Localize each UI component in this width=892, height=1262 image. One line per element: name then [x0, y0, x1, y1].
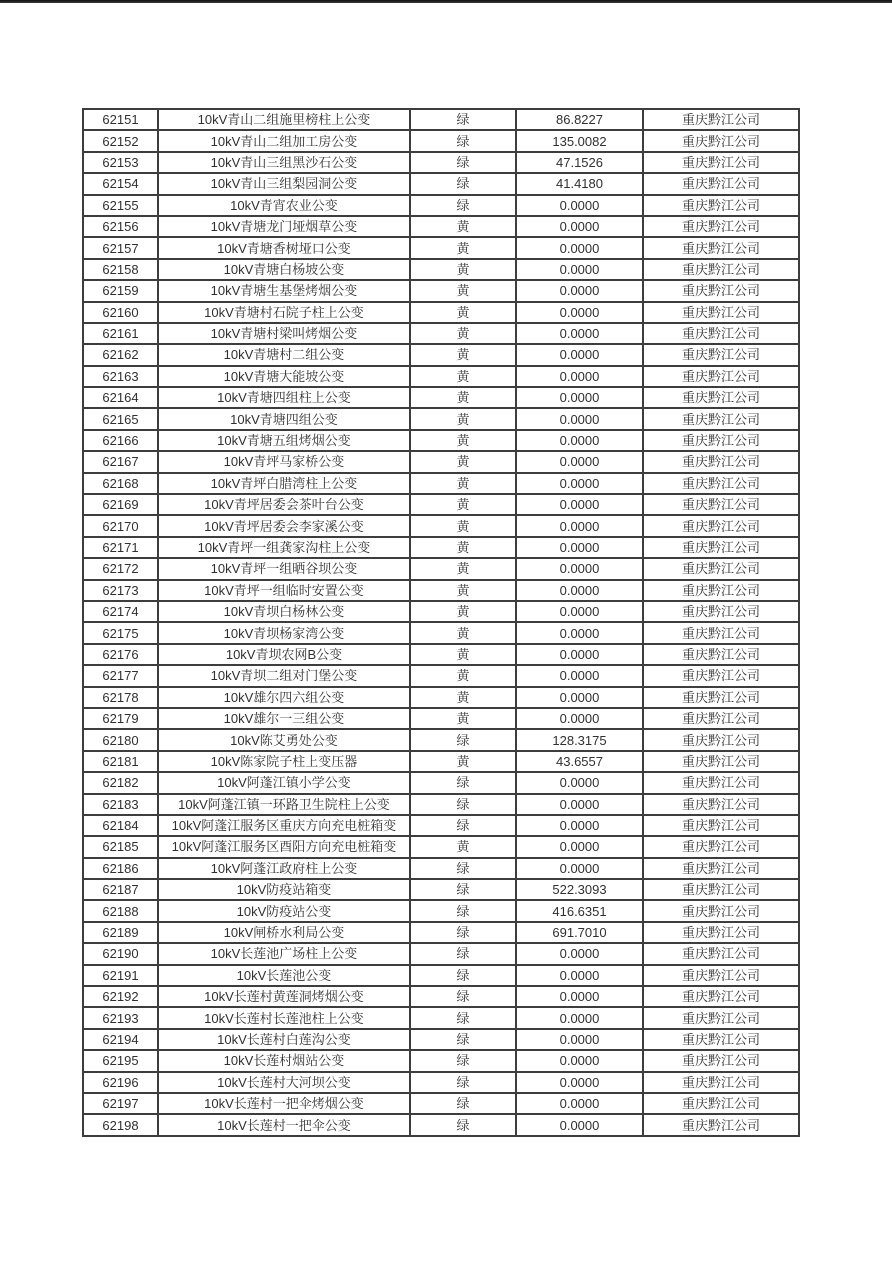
- cell-station-name: 10kV青山二组施里榜柱上公变: [158, 109, 410, 130]
- cell-company: 重庆黔江公司: [643, 302, 799, 323]
- cell-row-id: 62179: [83, 708, 158, 729]
- cell-station-name: 10kV青坝农网B公变: [158, 644, 410, 665]
- table-row: [83, 772, 799, 793]
- cell-station-name: 10kV陈艾勇处公变: [158, 729, 410, 750]
- cell-status: 黄: [410, 515, 516, 536]
- table-row: [83, 408, 799, 429]
- cell-station-name: 10kV青坪一组临时安置公变: [158, 580, 410, 601]
- cell-row-id: 62151: [83, 109, 158, 130]
- cell-station-name: 10kV长莲村长莲池柱上公变: [158, 1007, 410, 1028]
- cell-station-name: 10kV青塘村石院子柱上公变: [158, 302, 410, 323]
- cell-station-name: 10kV长莲池公变: [158, 965, 410, 986]
- cell-status: 黄: [410, 601, 516, 622]
- cell-row-id: 62178: [83, 687, 158, 708]
- table-row: [83, 387, 799, 408]
- cell-row-id: 62173: [83, 580, 158, 601]
- cell-status: 绿: [410, 815, 516, 836]
- cell-company: 重庆黔江公司: [643, 1093, 799, 1114]
- cell-value: 691.7010: [516, 922, 643, 943]
- cell-company: 重庆黔江公司: [643, 344, 799, 365]
- table-row: [83, 1050, 799, 1071]
- cell-value: 522.3093: [516, 879, 643, 900]
- cell-value: 0.0000: [516, 494, 643, 515]
- cell-row-id: 62181: [83, 751, 158, 772]
- cell-status: 黄: [410, 344, 516, 365]
- table-row: [83, 280, 799, 301]
- cell-status: 黄: [410, 302, 516, 323]
- cell-company: 重庆黔江公司: [643, 259, 799, 280]
- cell-status: 黄: [410, 494, 516, 515]
- cell-value: 0.0000: [516, 323, 643, 344]
- cell-value: 0.0000: [516, 237, 643, 258]
- cell-status: 绿: [410, 794, 516, 815]
- cell-station-name: 10kV防疫站公变: [158, 900, 410, 921]
- cell-company: 重庆黔江公司: [643, 558, 799, 579]
- cell-row-id: 62172: [83, 558, 158, 579]
- table-row: [83, 644, 799, 665]
- cell-row-id: 62191: [83, 965, 158, 986]
- cell-row-id: 62170: [83, 515, 158, 536]
- cell-value: 0.0000: [516, 986, 643, 1007]
- table-row: [83, 473, 799, 494]
- cell-station-name: 10kV阿蓬江政府柱上公变: [158, 858, 410, 879]
- cell-row-id: 62192: [83, 986, 158, 1007]
- cell-station-name: 10kV青塘大能坡公变: [158, 366, 410, 387]
- cell-row-id: 62190: [83, 943, 158, 964]
- cell-company: 重庆黔江公司: [643, 815, 799, 836]
- cell-company: 重庆黔江公司: [643, 772, 799, 793]
- cell-row-id: 62159: [83, 280, 158, 301]
- cell-status: 绿: [410, 1072, 516, 1093]
- transformer-table-container: [82, 108, 800, 1137]
- table-row: [83, 366, 799, 387]
- table-row: [83, 130, 799, 151]
- cell-company: 重庆黔江公司: [643, 216, 799, 237]
- cell-status: 绿: [410, 1114, 516, 1135]
- cell-row-id: 62185: [83, 836, 158, 857]
- cell-station-name: 10kV青山二组加工房公变: [158, 130, 410, 151]
- cell-company: 重庆黔江公司: [643, 986, 799, 1007]
- cell-station-name: 10kV青坪马家桥公变: [158, 451, 410, 472]
- table-row: [83, 451, 799, 472]
- cell-value: 0.0000: [516, 943, 643, 964]
- cell-row-id: 62168: [83, 473, 158, 494]
- cell-station-name: 10kV青山三组梨园洞公变: [158, 173, 410, 194]
- cell-company: 重庆黔江公司: [643, 1029, 799, 1050]
- cell-company: 重庆黔江公司: [643, 430, 799, 451]
- cell-row-id: 62153: [83, 152, 158, 173]
- cell-value: 0.0000: [516, 965, 643, 986]
- cell-station-name: 10kV青塘白杨坡公变: [158, 259, 410, 280]
- cell-station-name: 10kV陈家院子柱上变压器: [158, 751, 410, 772]
- cell-status: 黄: [410, 259, 516, 280]
- cell-row-id: 62167: [83, 451, 158, 472]
- cell-status: 黄: [410, 580, 516, 601]
- table-row: [83, 344, 799, 365]
- cell-status: 黄: [410, 836, 516, 857]
- cell-company: 重庆黔江公司: [643, 836, 799, 857]
- cell-company: 重庆黔江公司: [643, 1050, 799, 1071]
- cell-station-name: 10kV长莲村黄莲洞烤烟公变: [158, 986, 410, 1007]
- cell-company: 重庆黔江公司: [643, 473, 799, 494]
- cell-company: 重庆黔江公司: [643, 1072, 799, 1093]
- cell-status: 黄: [410, 451, 516, 472]
- table-row: [83, 1072, 799, 1093]
- cell-station-name: 10kV阿蓬江镇小学公变: [158, 772, 410, 793]
- cell-company: 重庆黔江公司: [643, 601, 799, 622]
- cell-company: 重庆黔江公司: [643, 1007, 799, 1028]
- cell-value: 0.0000: [516, 1114, 643, 1135]
- cell-company: 重庆黔江公司: [643, 943, 799, 964]
- cell-status: 绿: [410, 922, 516, 943]
- cell-station-name: 10kV青山三组黑沙石公变: [158, 152, 410, 173]
- cell-status: 黄: [410, 558, 516, 579]
- cell-company: 重庆黔江公司: [643, 195, 799, 216]
- table-row: [83, 1114, 799, 1135]
- cell-value: 0.0000: [516, 537, 643, 558]
- table-row: [83, 708, 799, 729]
- cell-row-id: 62164: [83, 387, 158, 408]
- table-row: [83, 858, 799, 879]
- cell-station-name: 10kV长莲村白莲沟公变: [158, 1029, 410, 1050]
- cell-value: 0.0000: [516, 302, 643, 323]
- cell-company: 重庆黔江公司: [643, 323, 799, 344]
- cell-value: 0.0000: [516, 601, 643, 622]
- cell-row-id: 62197: [83, 1093, 158, 1114]
- cell-status: 黄: [410, 237, 516, 258]
- cell-status: 绿: [410, 858, 516, 879]
- cell-company: 重庆黔江公司: [643, 387, 799, 408]
- cell-station-name: 10kV青塘村二组公变: [158, 344, 410, 365]
- cell-row-id: 62182: [83, 772, 158, 793]
- cell-value: 0.0000: [516, 280, 643, 301]
- cell-station-name: 10kV青塘四组公变: [158, 408, 410, 429]
- cell-status: 黄: [410, 687, 516, 708]
- cell-station-name: 10kV阿蓬江服务区重庆方向充电桩箱变: [158, 815, 410, 836]
- table-row: [83, 195, 799, 216]
- table-row: [83, 622, 799, 643]
- cell-row-id: 62195: [83, 1050, 158, 1071]
- cell-company: 重庆黔江公司: [643, 794, 799, 815]
- table-row: [83, 494, 799, 515]
- cell-status: 黄: [410, 430, 516, 451]
- cell-row-id: 62193: [83, 1007, 158, 1028]
- table-row: [83, 430, 799, 451]
- cell-company: 重庆黔江公司: [643, 537, 799, 558]
- cell-row-id: 62154: [83, 173, 158, 194]
- cell-company: 重庆黔江公司: [643, 858, 799, 879]
- cell-row-id: 62187: [83, 879, 158, 900]
- cell-row-id: 62183: [83, 794, 158, 815]
- cell-value: 128.3175: [516, 729, 643, 750]
- cell-status: 黄: [410, 622, 516, 643]
- cell-value: 86.8227: [516, 109, 643, 130]
- cell-company: 重庆黔江公司: [643, 280, 799, 301]
- cell-row-id: 62158: [83, 259, 158, 280]
- cell-status: 绿: [410, 900, 516, 921]
- table-row: [83, 173, 799, 194]
- table-row: [83, 323, 799, 344]
- cell-station-name: 10kV长莲池广场柱上公变: [158, 943, 410, 964]
- cell-value: 0.0000: [516, 259, 643, 280]
- cell-row-id: 62166: [83, 430, 158, 451]
- cell-row-id: 62160: [83, 302, 158, 323]
- table-row: [83, 943, 799, 964]
- cell-company: 重庆黔江公司: [643, 152, 799, 173]
- cell-station-name: 10kV青宵农业公变: [158, 195, 410, 216]
- cell-station-name: 10kV闸桥水利局公变: [158, 922, 410, 943]
- cell-station-name: 10kV雄尔一三组公变: [158, 708, 410, 729]
- cell-company: 重庆黔江公司: [643, 109, 799, 130]
- cell-company: 重庆黔江公司: [643, 751, 799, 772]
- cell-station-name: 10kV防疫站箱变: [158, 879, 410, 900]
- table-row: [83, 986, 799, 1007]
- cell-status: 黄: [410, 280, 516, 301]
- cell-status: 绿: [410, 130, 516, 151]
- table-row: [83, 965, 799, 986]
- cell-value: 0.0000: [516, 687, 643, 708]
- cell-row-id: 62161: [83, 323, 158, 344]
- cell-value: 0.0000: [516, 558, 643, 579]
- cell-value: 0.0000: [516, 1050, 643, 1071]
- table-row: [83, 216, 799, 237]
- cell-company: 重庆黔江公司: [643, 1114, 799, 1135]
- cell-row-id: 62156: [83, 216, 158, 237]
- cell-company: 重庆黔江公司: [643, 687, 799, 708]
- cell-status: 黄: [410, 644, 516, 665]
- transformer-table-body: [83, 109, 799, 1136]
- table-row: [83, 515, 799, 536]
- cell-value: 0.0000: [516, 772, 643, 793]
- cell-row-id: 62174: [83, 601, 158, 622]
- cell-status: 绿: [410, 965, 516, 986]
- cell-status: 绿: [410, 943, 516, 964]
- cell-value: 0.0000: [516, 1072, 643, 1093]
- cell-value: 135.0082: [516, 130, 643, 151]
- cell-value: 0.0000: [516, 366, 643, 387]
- cell-row-id: 62171: [83, 537, 158, 558]
- cell-status: 绿: [410, 1007, 516, 1028]
- table-row: [83, 109, 799, 130]
- table-row: [83, 237, 799, 258]
- cell-station-name: 10kV雄尔四六组公变: [158, 687, 410, 708]
- cell-value: 43.6557: [516, 751, 643, 772]
- cell-station-name: 10kV青坪居委会李家溪公变: [158, 515, 410, 536]
- cell-status: 绿: [410, 1093, 516, 1114]
- table-row: [83, 665, 799, 686]
- cell-status: 黄: [410, 387, 516, 408]
- cell-value: 0.0000: [516, 387, 643, 408]
- cell-station-name: 10kV青坪一组晒谷坝公变: [158, 558, 410, 579]
- cell-row-id: 62189: [83, 922, 158, 943]
- cell-value: 0.0000: [516, 1093, 643, 1114]
- cell-value: 0.0000: [516, 473, 643, 494]
- cell-value: 0.0000: [516, 1029, 643, 1050]
- cell-row-id: 62177: [83, 665, 158, 686]
- cell-station-name: 10kV长莲村大河坝公变: [158, 1072, 410, 1093]
- transformer-table: [82, 108, 800, 1137]
- table-row: [83, 302, 799, 323]
- cell-value: 0.0000: [516, 708, 643, 729]
- cell-row-id: 62165: [83, 408, 158, 429]
- cell-company: 重庆黔江公司: [643, 580, 799, 601]
- cell-company: 重庆黔江公司: [643, 237, 799, 258]
- cell-row-id: 62194: [83, 1029, 158, 1050]
- cell-row-id: 62188: [83, 900, 158, 921]
- cell-station-name: 10kV青坪白腊湾柱上公变: [158, 473, 410, 494]
- table-row: [83, 687, 799, 708]
- cell-value: 0.0000: [516, 1007, 643, 1028]
- cell-row-id: 62184: [83, 815, 158, 836]
- cell-row-id: 62162: [83, 344, 158, 365]
- table-row: [83, 879, 799, 900]
- cell-status: 绿: [410, 1029, 516, 1050]
- cell-value: 0.0000: [516, 858, 643, 879]
- cell-value: 0.0000: [516, 430, 643, 451]
- cell-value: 0.0000: [516, 216, 643, 237]
- table-row: [83, 1093, 799, 1114]
- table-row: [83, 152, 799, 173]
- cell-status: 绿: [410, 152, 516, 173]
- cell-value: 0.0000: [516, 344, 643, 365]
- cell-station-name: 10kV青塘五组烤烟公变: [158, 430, 410, 451]
- cell-value: 0.0000: [516, 515, 643, 536]
- cell-station-name: 10kV青坝白杨林公变: [158, 601, 410, 622]
- cell-row-id: 62157: [83, 237, 158, 258]
- cell-value: 0.0000: [516, 451, 643, 472]
- cell-station-name: 10kV青塘龙门垭烟草公变: [158, 216, 410, 237]
- cell-status: 绿: [410, 729, 516, 750]
- cell-company: 重庆黔江公司: [643, 451, 799, 472]
- cell-company: 重庆黔江公司: [643, 922, 799, 943]
- cell-status: 绿: [410, 109, 516, 130]
- cell-row-id: 62180: [83, 729, 158, 750]
- cell-station-name: 10kV阿蓬江镇一环路卫生院柱上公变: [158, 794, 410, 815]
- cell-value: 0.0000: [516, 665, 643, 686]
- cell-company: 重庆黔江公司: [643, 515, 799, 536]
- cell-row-id: 62186: [83, 858, 158, 879]
- cell-company: 重庆黔江公司: [643, 622, 799, 643]
- cell-company: 重庆黔江公司: [643, 965, 799, 986]
- cell-value: 0.0000: [516, 815, 643, 836]
- cell-row-id: 62196: [83, 1072, 158, 1093]
- cell-status: 黄: [410, 537, 516, 558]
- cell-company: 重庆黔江公司: [643, 173, 799, 194]
- cell-station-name: 10kV青坝二组对门堡公变: [158, 665, 410, 686]
- table-row: [83, 794, 799, 815]
- table-row: [83, 1029, 799, 1050]
- table-row: [83, 729, 799, 750]
- cell-row-id: 62176: [83, 644, 158, 665]
- cell-value: 0.0000: [516, 622, 643, 643]
- cell-status: 绿: [410, 772, 516, 793]
- cell-status: 绿: [410, 195, 516, 216]
- table-row: [83, 259, 799, 280]
- cell-company: 重庆黔江公司: [643, 665, 799, 686]
- cell-status: 黄: [410, 473, 516, 494]
- cell-row-id: 62155: [83, 195, 158, 216]
- cell-row-id: 62152: [83, 130, 158, 151]
- cell-value: 41.4180: [516, 173, 643, 194]
- cell-value: 0.0000: [516, 644, 643, 665]
- cell-value: 0.0000: [516, 408, 643, 429]
- cell-value: 0.0000: [516, 794, 643, 815]
- cell-row-id: 62163: [83, 366, 158, 387]
- cell-company: 重庆黔江公司: [643, 708, 799, 729]
- table-row: [83, 900, 799, 921]
- cell-company: 重庆黔江公司: [643, 130, 799, 151]
- cell-station-name: 10kV长莲村一把伞公变: [158, 1114, 410, 1135]
- cell-value: 0.0000: [516, 195, 643, 216]
- cell-status: 绿: [410, 1050, 516, 1071]
- cell-status: 黄: [410, 323, 516, 344]
- table-row: [83, 751, 799, 772]
- table-row: [83, 601, 799, 622]
- cell-company: 重庆黔江公司: [643, 879, 799, 900]
- cell-station-name: 10kV青塘香树垭口公变: [158, 237, 410, 258]
- cell-row-id: 62198: [83, 1114, 158, 1135]
- cell-company: 重庆黔江公司: [643, 366, 799, 387]
- cell-row-id: 62169: [83, 494, 158, 515]
- cell-station-name: 10kV青坪居委会茶叶台公变: [158, 494, 410, 515]
- cell-station-name: 10kV长莲村一把伞烤烟公变: [158, 1093, 410, 1114]
- cell-status: 黄: [410, 665, 516, 686]
- cell-status: 黄: [410, 216, 516, 237]
- page-top-edge: [0, 0, 892, 3]
- table-row: [83, 836, 799, 857]
- cell-status: 绿: [410, 986, 516, 1007]
- cell-status: 黄: [410, 408, 516, 429]
- cell-status: 黄: [410, 708, 516, 729]
- cell-station-name: 10kV阿蓬江服务区酉阳方向充电桩箱变: [158, 836, 410, 857]
- cell-value: 0.0000: [516, 836, 643, 857]
- cell-company: 重庆黔江公司: [643, 408, 799, 429]
- cell-station-name: 10kV青坝杨家湾公变: [158, 622, 410, 643]
- cell-station-name: 10kV青塘生基堡烤烟公变: [158, 280, 410, 301]
- table-row: [83, 815, 799, 836]
- cell-company: 重庆黔江公司: [643, 729, 799, 750]
- cell-station-name: 10kV青坪一组龚家沟柱上公变: [158, 537, 410, 558]
- cell-status: 绿: [410, 173, 516, 194]
- cell-row-id: 62175: [83, 622, 158, 643]
- cell-status: 绿: [410, 879, 516, 900]
- cell-company: 重庆黔江公司: [643, 900, 799, 921]
- table-row: [83, 558, 799, 579]
- table-row: [83, 537, 799, 558]
- cell-status: 黄: [410, 751, 516, 772]
- table-row: [83, 922, 799, 943]
- cell-company: 重庆黔江公司: [643, 644, 799, 665]
- cell-station-name: 10kV长莲村烟站公变: [158, 1050, 410, 1071]
- cell-station-name: 10kV青塘村梁叫烤烟公变: [158, 323, 410, 344]
- cell-status: 黄: [410, 366, 516, 387]
- cell-value: 47.1526: [516, 152, 643, 173]
- table-row: [83, 580, 799, 601]
- cell-value: 416.6351: [516, 900, 643, 921]
- table-row: [83, 1007, 799, 1028]
- cell-company: 重庆黔江公司: [643, 494, 799, 515]
- cell-value: 0.0000: [516, 580, 643, 601]
- cell-station-name: 10kV青塘四组柱上公变: [158, 387, 410, 408]
